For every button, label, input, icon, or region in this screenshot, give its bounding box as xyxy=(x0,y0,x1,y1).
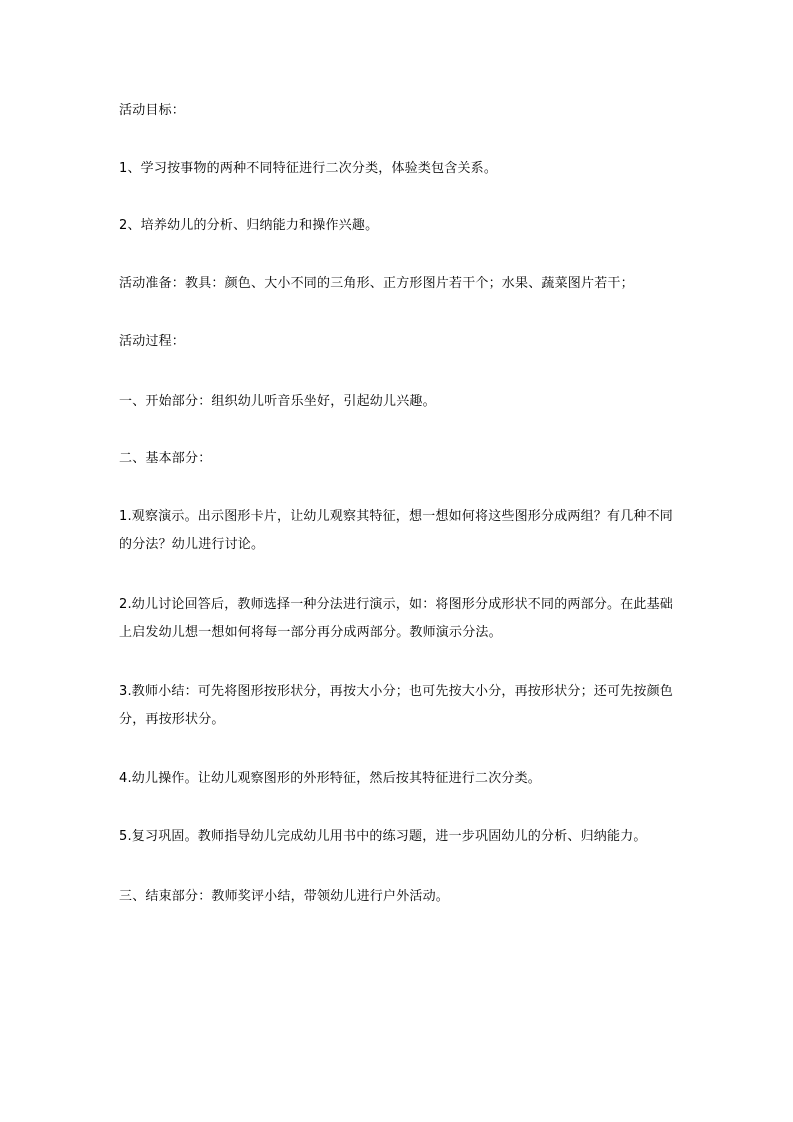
process-step-4: 4.幼儿操作。让幼儿观察图形的外形特征，然后按其特征进行二次分类。 xyxy=(119,771,542,786)
goal-item-1: 1、学习按事物的两种不同特征进行二次分类，体验类包含关系。 xyxy=(119,161,498,176)
activity-preparation: 活动准备：教具：颜色、大小不同的三角形、正方形图片若干个；水果、蔬菜图片若干； xyxy=(119,276,634,291)
process-step-2: 2.幼儿讨论回答后，教师选择一种分法进行演示，如：将图形分成形状不同的两部分。在此基础上启发幼儿想一想如何将每一部分再分成两部分。教师演示分法。 xyxy=(119,597,674,640)
process-part-2-heading: 二、基本部分： xyxy=(119,451,212,466)
goal-item-2: 2、培养幼儿的分析、归纳能力和操作兴趣。 xyxy=(119,218,379,233)
process-step-3: 3.教师小结：可先将图形按形状分，再按大小分；也可先按大小分，再按形状分；还可先按颜色分，再按形状分。 xyxy=(119,684,674,727)
heading-activity-goals: 活动目标： xyxy=(119,103,186,118)
process-part-3: 三、结束部分：教师奖评小结，带领幼儿进行户外活动。 xyxy=(119,889,450,904)
heading-activity-process: 活动过程： xyxy=(119,334,186,349)
process-step-5: 5.复习巩固。教师指导幼儿完成幼儿用书中的练习题，进一步巩固幼儿的分析、归纳能力。 xyxy=(119,829,647,844)
process-step-1: 1.观察演示。出示图形卡片，让幼儿观察其特征，想一想如何将这些图形分成两组？有几种不同的分法？幼儿进行讨论。 xyxy=(119,509,674,552)
process-part-1: 一、开始部分：组织幼儿听音乐坐好，引起幼儿兴趣。 xyxy=(119,394,436,409)
